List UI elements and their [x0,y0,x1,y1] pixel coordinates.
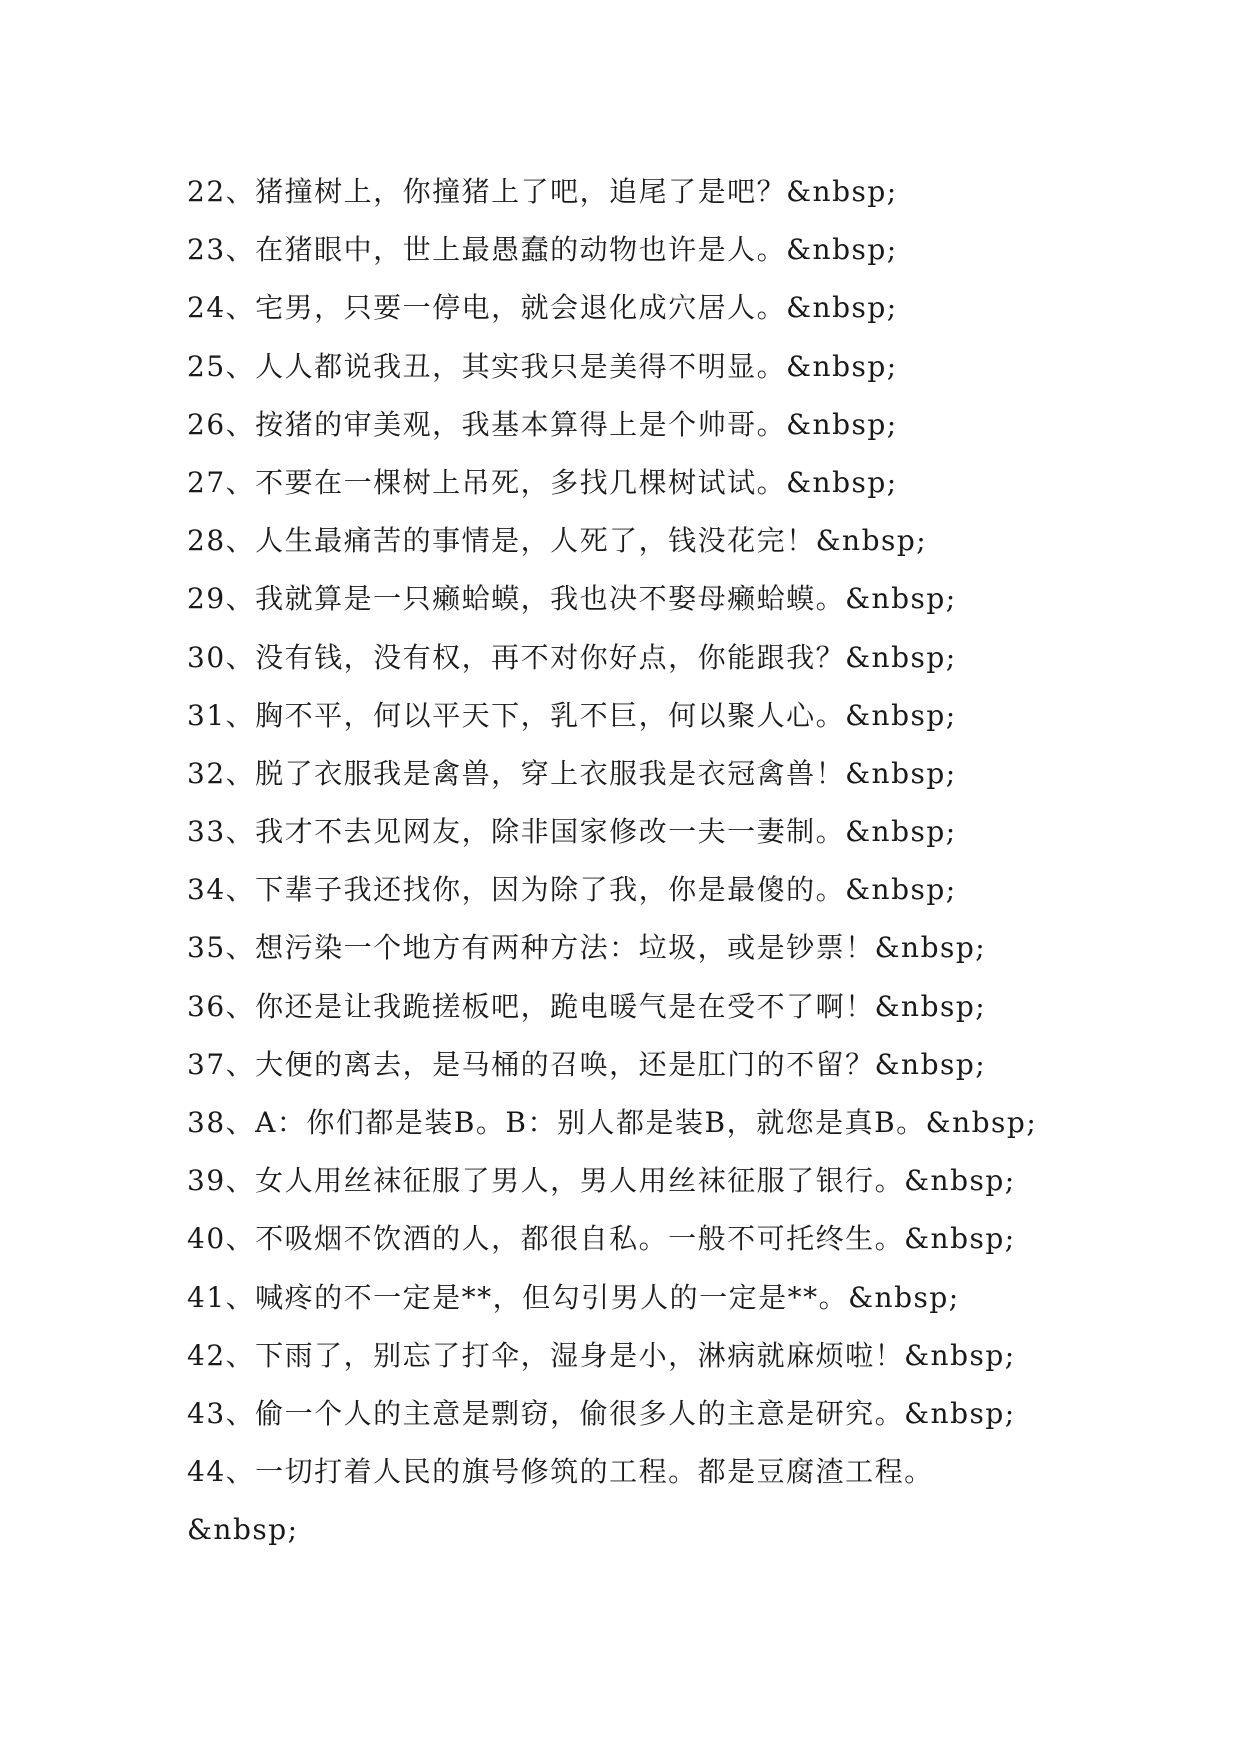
text-line: 35、想污染一个地方有两种方法：垃圾，或是钞票！&nbsp; [187,931,987,965]
document-body [187,163,1087,1560]
text-line: 29、我就算是一只癞蛤蟆，我也决不娶母癞蛤蟆。&nbsp; [187,582,957,616]
text-line: &nbsp; [187,1513,299,1547]
text-line: 38、A：你们都是装B。B：别人都是装B，就您是真B。&nbsp; [187,1106,1038,1139]
text-line: 23、在猪眼中，世上最愚蠢的动物也许是人。&nbsp; [187,233,898,267]
text-line: 40、不吸烟不饮酒的人，都很自私。一般不可托终生。&nbsp; [187,1222,1016,1256]
text-line: 28、人生最痛苦的事情是，人死了，钱没花完！&nbsp; [187,524,928,558]
text-line: 26、按猪的审美观，我基本算得上是个帅哥。&nbsp; [187,407,898,441]
text-line: 31、胸不平，何以平天下，乳不巨，何以聚人心。&nbsp; [187,698,957,732]
text-line: 39、女人用丝袜征服了男人，男人用丝袜征服了银行。&nbsp; [187,1164,1016,1198]
text-line: 43、偷一个人的主意是剽窃，偷很多人的主意是研究。&nbsp; [187,1396,1016,1430]
text-line: 30、没有钱，没有权，再不对你好点，你能跟我？&nbsp; [187,640,957,674]
text-line: 24、宅男，只要一停电，就会退化成穴居人。&nbsp; [187,291,898,325]
text-line: 36、你还是让我跪搓板吧，跪电暖气是在受不了啊！&nbsp; [187,989,987,1023]
text-line: 22、猪撞树上，你撞猪上了吧，追尾了是吧？&nbsp; [187,175,898,208]
text-line: 41、喊疼的不一定是**，但勾引男人的一定是**。&nbsp; [187,1280,960,1314]
text-line: 44、一切打着人民的旗号修筑的工程。都是豆腐渣工程。 [187,1455,934,1489]
text-line: 37、大便的离去，是马桶的召唤，还是肛门的不留？&nbsp; [187,1047,987,1081]
text-line: 32、脱了衣服我是禽兽，穿上衣服我是衣冠禽兽！&nbsp; [187,756,957,790]
text-line: 33、我才不去见网友，除非国家修改一夫一妻制。&nbsp; [187,815,957,849]
text-line: 25、人人都说我丑，其实我只是美得不明显。&nbsp; [187,349,898,383]
text-line: 42、下雨了，别忘了打伞，湿身是小，淋病就麻烦啦！&nbsp; [187,1338,1016,1372]
text-line: 34、下辈子我还找你，因为除了我，你是最傻的。&nbsp; [187,873,957,907]
text-line: 27、不要在一棵树上吊死，多找几棵树试试。&nbsp; [187,465,898,499]
